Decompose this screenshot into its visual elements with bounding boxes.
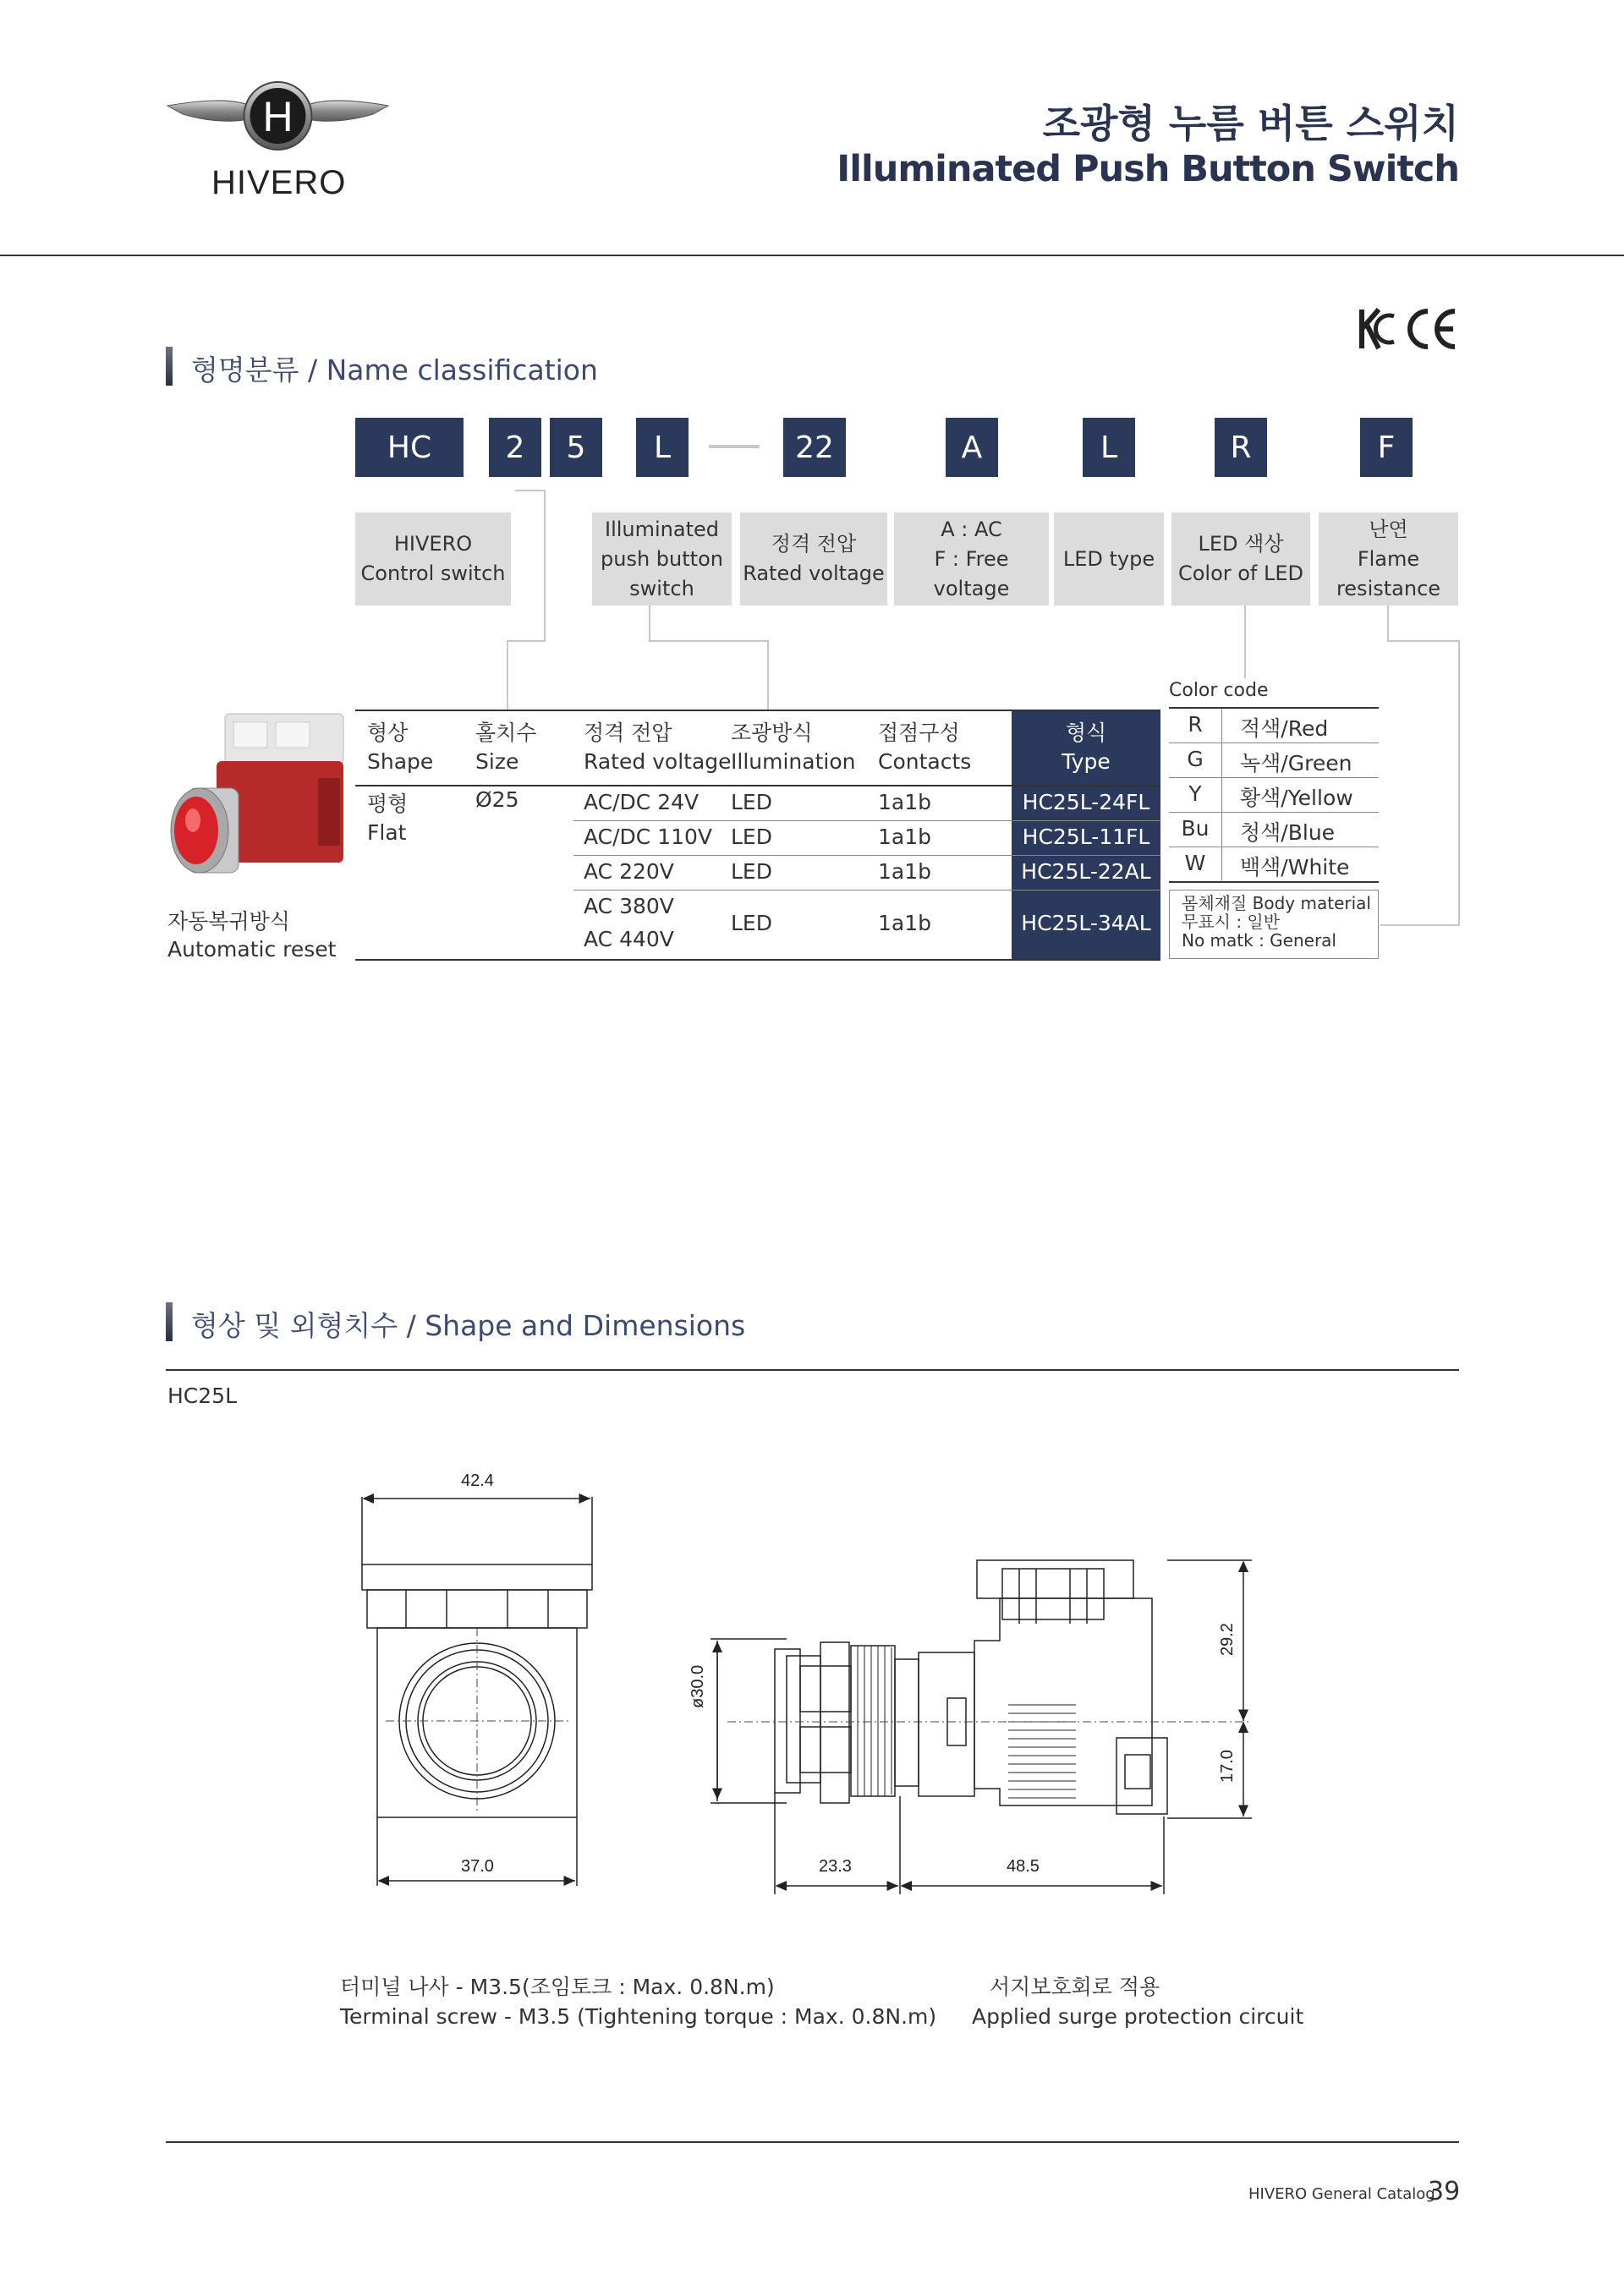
row3-type: HC25L-22AL	[1021, 859, 1151, 884]
reset-label-ko: 자동복귀방식	[167, 909, 290, 934]
color-code-divider	[1221, 709, 1222, 883]
body-material-box	[1169, 890, 1379, 959]
hdr-voltage-en: Rated voltage	[584, 749, 732, 774]
code-box-l: L	[636, 418, 689, 477]
code-box-r: R	[1215, 418, 1267, 477]
dim-diameter: ø30.0	[689, 1664, 707, 1708]
page-number: 39	[1428, 2177, 1461, 2206]
row2-type: HC25L-11FL	[1022, 825, 1150, 849]
row4-contacts: 1a1b	[878, 911, 932, 935]
footer-divider	[166, 2141, 1459, 2143]
dim-bottom-width: 37.0	[461, 1857, 494, 1876]
footer-catalog: HIVERO General Catalog	[1248, 2185, 1435, 2203]
color-code-r: R	[1188, 712, 1203, 737]
desc-flame: 난연 Flame resistance	[1319, 512, 1458, 606]
section-title-classification: 형명분류 / Name classification	[191, 353, 598, 386]
row4-voltage-380: AC 380V	[584, 894, 674, 918]
terminal-note-en: Terminal screw - M3.5 (Tightening torque : Max. 0.8N.m)	[340, 2004, 937, 2029]
color-code-g: G	[1187, 747, 1204, 771]
dim-front-length: 23.3	[819, 1857, 852, 1876]
hdr-contacts-en: Contacts	[878, 749, 972, 774]
hdr-illum-ko: 조광방식	[731, 721, 813, 745]
hdr-type-ko: 형식	[1065, 721, 1107, 745]
hdr-shape-en: Shape	[367, 749, 434, 774]
color-name-green: 녹색/Green	[1240, 751, 1352, 775]
surge-note-en: Applied surge protection circuit	[972, 2004, 1304, 2029]
color-code-title: Color code	[1169, 680, 1269, 701]
row3-contacts: 1a1b	[878, 859, 932, 884]
code-box-a: A	[946, 418, 998, 477]
dim-body-length: 48.5	[1007, 1857, 1040, 1876]
color-row-rule	[1169, 777, 1379, 778]
shape-ko: 평형	[367, 792, 409, 816]
body-material-ko: 무표시 : 일반	[1182, 912, 1281, 932]
color-name-blue: 청색/Blue	[1240, 820, 1336, 845]
color-row-rule	[1169, 812, 1379, 813]
dimensions-rule	[166, 1369, 1459, 1371]
front-view-drawing	[338, 1455, 617, 1894]
shape-en: Flat	[367, 820, 407, 845]
row2-illumination: LED	[731, 825, 772, 849]
code-box-22: 22	[783, 418, 846, 477]
row-rule-2	[573, 855, 1160, 856]
code-box-f: F	[1360, 418, 1413, 477]
color-code-bu: Bu	[1181, 816, 1210, 841]
dim-upper-height: 29.2	[1218, 1623, 1237, 1656]
row2-contacts: 1a1b	[878, 825, 932, 849]
hdr-shape-ko: 형상	[367, 721, 409, 745]
surge-note-ko: 서지보호회로 적용	[990, 1975, 1160, 1999]
product-image	[166, 710, 348, 888]
side-view-drawing	[694, 1548, 1269, 1894]
hdr-illum-en: Illumination	[731, 749, 856, 774]
desc-hivero: HIVERO Control switch	[355, 512, 511, 606]
section-marker	[166, 1302, 173, 1341]
terminal-note-ko: 터미널 나사 - M3.5(조임토크 : Max. 0.8N.m)	[340, 1975, 775, 1999]
page-title-en: Illuminated Push Button Switch	[837, 148, 1459, 190]
row1-contacts: 1a1b	[878, 790, 932, 814]
color-row-rule	[1169, 881, 1379, 883]
reset-label-en: Automatic reset	[167, 937, 337, 962]
row2-voltage: AC/DC 110V	[584, 825, 713, 849]
table-bottom-rule	[355, 959, 1160, 961]
color-code-y: Y	[1188, 781, 1202, 806]
model-name: HC25L	[167, 1384, 237, 1408]
row-rule-1	[573, 820, 1160, 821]
body-material-en: No matk : General	[1182, 930, 1336, 951]
hdr-size-en: Size	[475, 749, 519, 774]
section-title-dimensions: 형상 및 외형치수 / Shape and Dimensions	[191, 1309, 746, 1342]
table-header-rule	[355, 785, 1160, 786]
table-top-rule	[355, 710, 1160, 711]
row4-illumination: LED	[731, 911, 772, 935]
desc-led-color: LED 색상 Color of LED	[1171, 512, 1310, 606]
row3-voltage: AC 220V	[584, 859, 674, 884]
color-code-table	[1169, 709, 1379, 883]
row1-type: HC25L-24FL	[1022, 790, 1150, 814]
desc-illuminated: Illuminated push button switch	[592, 512, 732, 606]
page-title-ko: 조광형 누름 버튼 스위치	[1042, 101, 1459, 146]
hdr-type-en: Type	[1062, 749, 1111, 774]
desc-rated-voltage: 정격 전압 Rated voltage	[740, 512, 887, 606]
color-name-red: 적색/Red	[1240, 716, 1329, 741]
code-box-5: 5	[550, 418, 602, 477]
hdr-voltage-ko: 정격 전압	[584, 721, 672, 745]
emblem-letter: H	[262, 93, 294, 140]
dim-top-width: 42.4	[461, 1471, 494, 1490]
color-code-w: W	[1184, 851, 1206, 875]
row1-illumination: LED	[731, 790, 772, 814]
code-box-hc: HC	[355, 418, 464, 477]
color-name-yellow: 황색/Yellow	[1240, 786, 1353, 810]
desc-led-type: LED type	[1054, 512, 1164, 606]
row1-voltage: AC/DC 24V	[584, 790, 700, 814]
color-name-white: 백색/White	[1240, 855, 1350, 879]
desc-ac-free: A : AC F : Free voltage	[894, 512, 1049, 606]
size-value: Ø25	[475, 787, 519, 812]
row4-voltage-440: AC 440V	[584, 927, 674, 951]
hdr-contacts-ko: 접점구성	[878, 721, 960, 745]
dim-lower-height: 17.0	[1218, 1750, 1237, 1783]
hdr-size-ko: 홀치수	[475, 721, 537, 745]
code-box-led: L	[1083, 418, 1135, 477]
row4-type: HC25L-34AL	[1021, 911, 1151, 935]
body-material-title: 몸체재질 Body material	[1182, 893, 1371, 913]
code-box-2: 2	[489, 418, 541, 477]
brand-name: HIVERO	[211, 164, 347, 201]
row3-illumination: LED	[731, 859, 772, 884]
